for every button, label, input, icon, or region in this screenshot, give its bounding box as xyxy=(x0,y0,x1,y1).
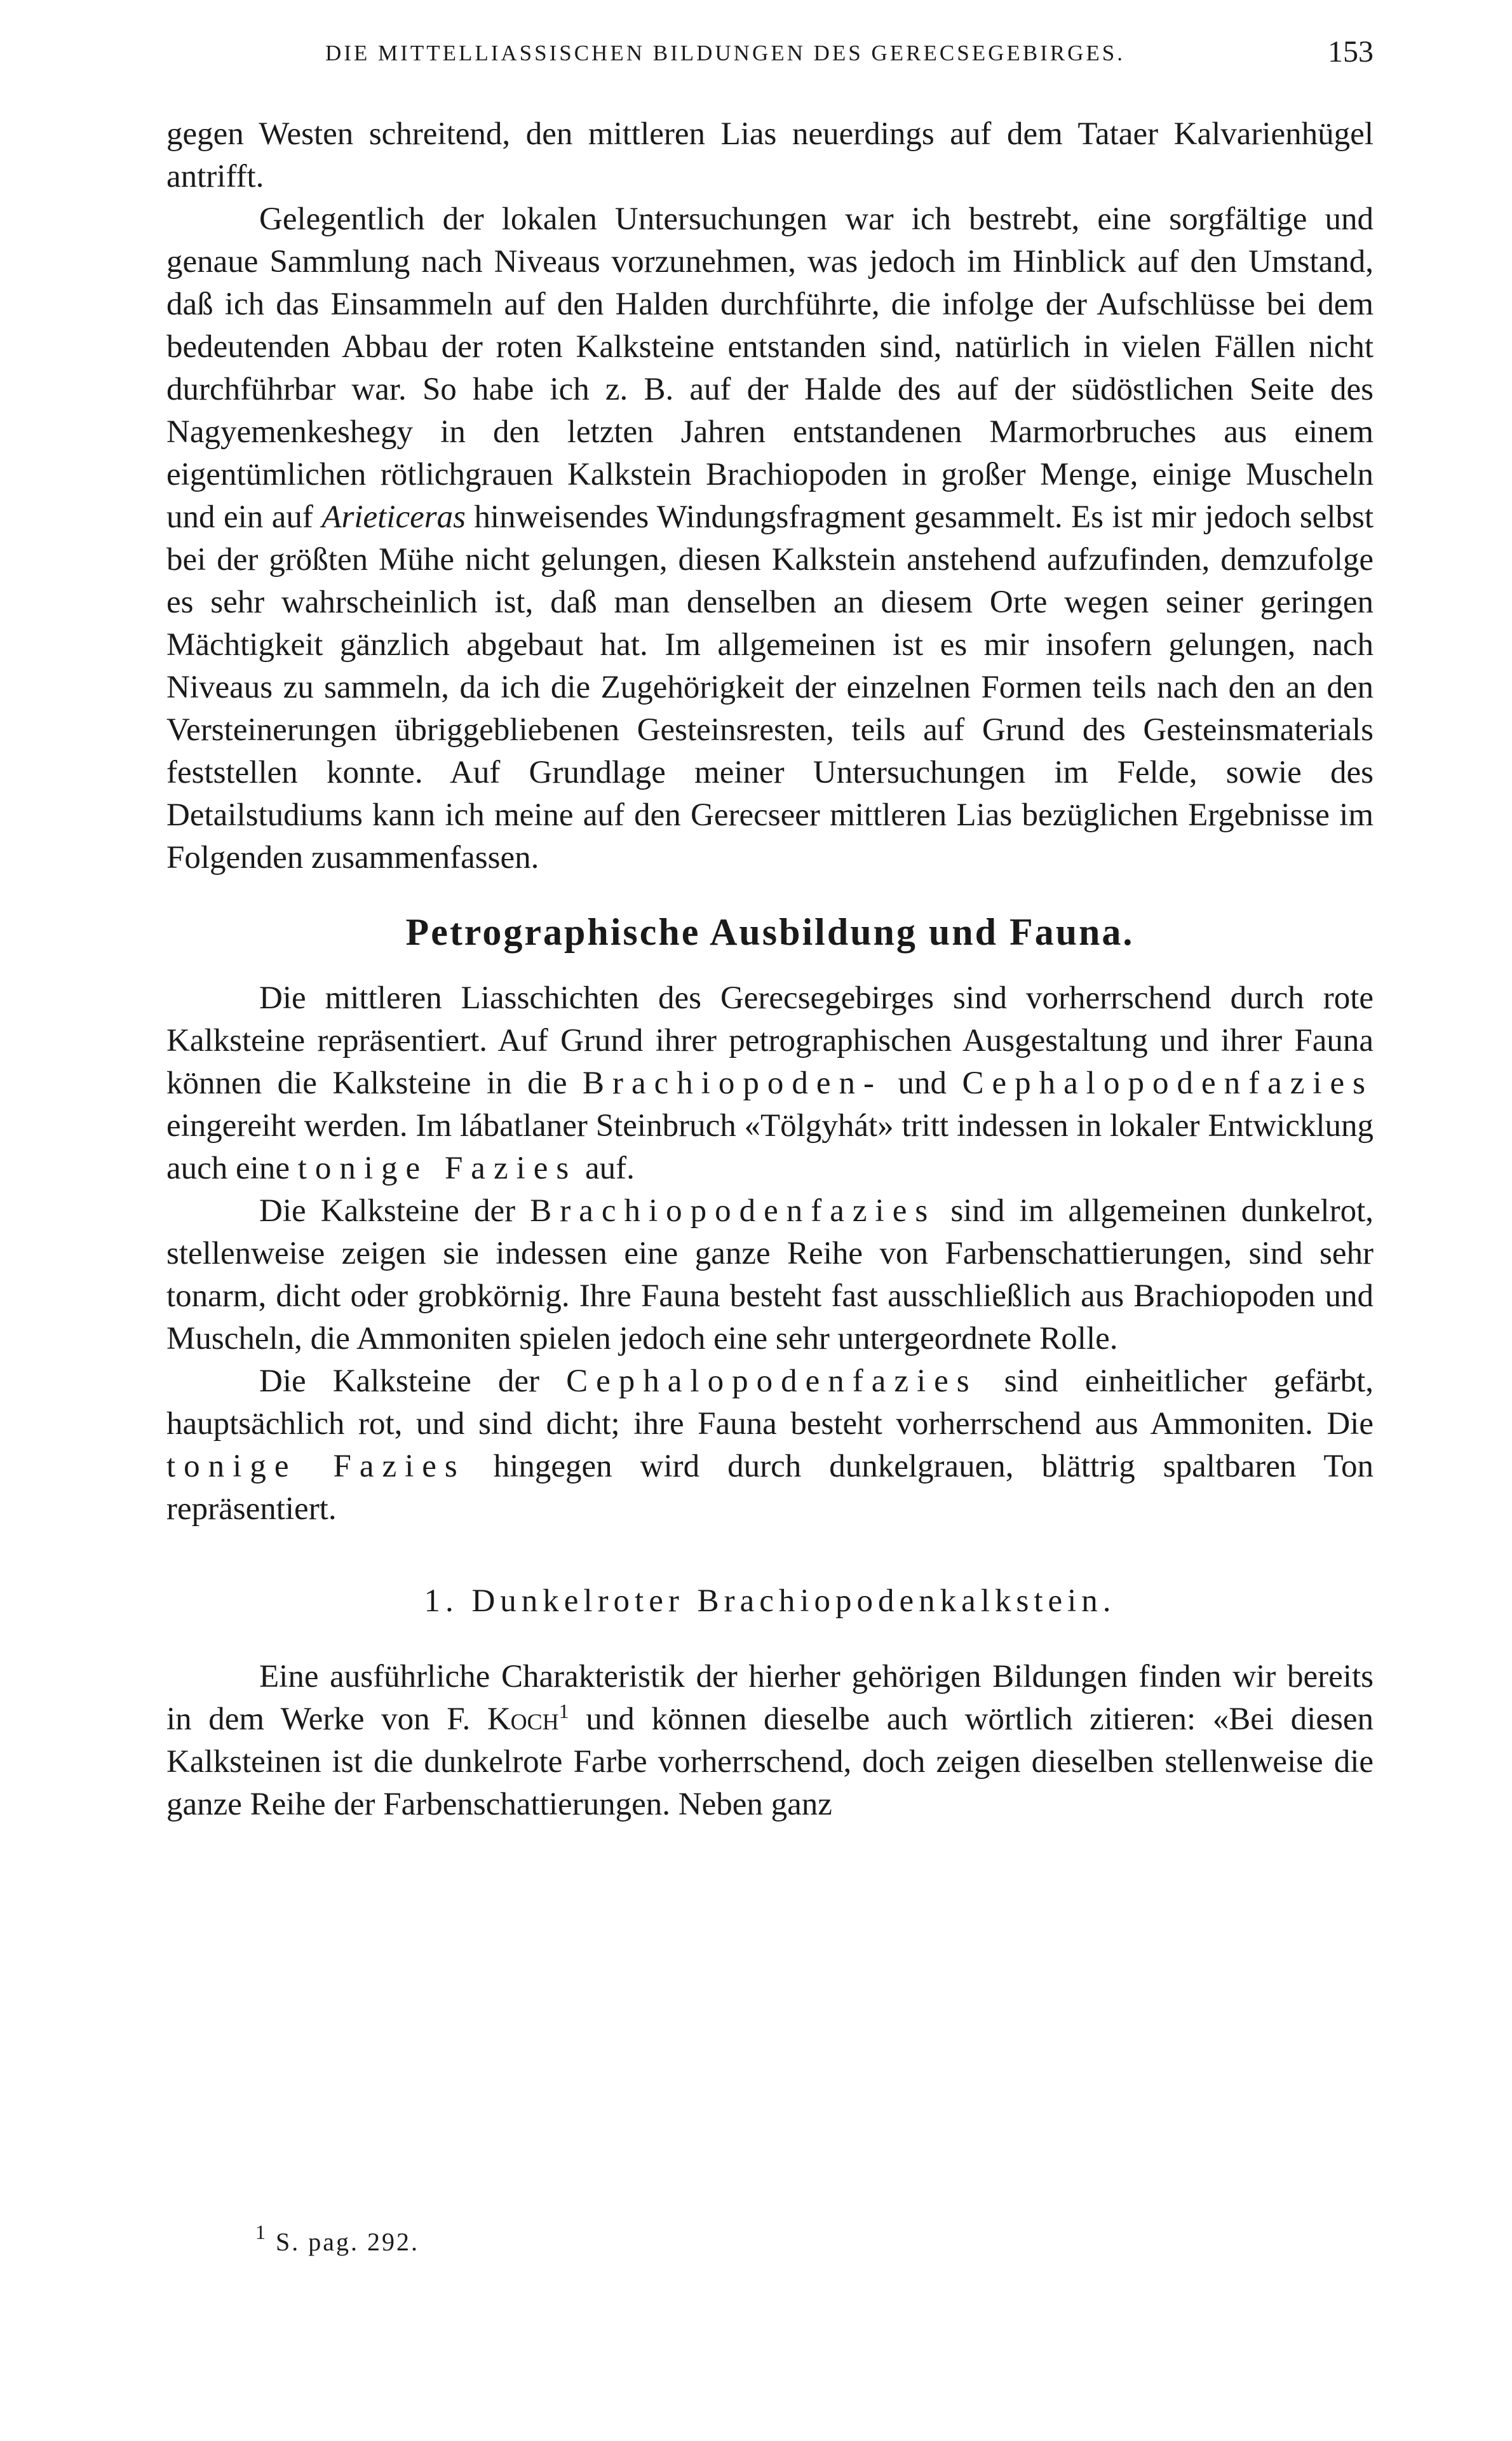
page-header xyxy=(166,33,1374,71)
spaced-term: Cephalopodenfazies xyxy=(962,1065,1374,1101)
footnote-text: S. pag. 292. xyxy=(267,2228,419,2256)
paragraph-continuation: gegen Westen schreitend, den mittleren Lias neuerdings auf dem Tataer Kalvarienhügel antrifft. xyxy=(166,116,1374,194)
spaced-term: Brachiopodenfazies xyxy=(530,1193,936,1229)
footnote-reference[interactable]: 1 xyxy=(558,1700,569,1722)
paragraph-cephalopod-facies: Die Kalksteine der Cephalopodenfazies sind einheitlicher gefärbt, hauptsächlich rot, und sind dicht; ihre Fauna besteht vorherrschend aus Ammoniten. Die tonige Fazies hingegen wird durch dunkelgrauen, blättrig spaltbaren Ton repräsentiert. xyxy=(166,1363,1374,1527)
paragraph-collection-method: Gelegentlich der lokalen Untersuchungen war ich bestrebt, eine sorgfältige und genaue Sammlung nach Niveaus vorzunehmen, was jedoch im Hinblick auf den Umstand, daß ich das Einsammeln auf den Halden durchführte, die infolge der Aufschlüsse bei dem bedeutenden Abbau der roten Kalksteine entstanden sind, natürlich in vielen Fällen nicht durchführbar war. So habe ich z. B. auf der Halde des auf der südöstlichen Seite des Nagyemenkeshegy in den letzten Jahren entstandenen Marmorbruches aus einem eigentümlichen rötlichgrauen Kalkstein Brachiopoden in großer Menge, einige Muscheln und ein auf Arieticeras hinweisendes Windungsfragment gesammelt. Es ist mir jedoch selbst bei der größten Mühe nicht gelungen, diesen Kalkstein anstehend aufzufinden, demzufolge es sehr wahrscheinlich ist, daß man denselben an diesem Orte wegen seiner geringen Mächtigkeit gänzlich abgebaut hat. Im allgemeinen ist es mir insofern gelungen, nach Niveaus zu sammeln, da ich die Zugehörigkeit der einzelnen Formen teils nach den an den Versteinerungen übriggebliebenen Gesteinsresten, teils auf Grund des Gesteinsmaterials feststellen konnte. Auf Grundlage meiner Untersuchungen im Felde, sowie des Detailstudiums kann ich meine auf den Gerecseer mittleren Lias bezüglichen Ergebnisse im Folgenden zusammenfassen. xyxy=(166,201,1374,876)
page-number: 153 xyxy=(1328,35,1374,69)
author-name: Koch xyxy=(487,1701,559,1737)
paragraph-brachiopod-facies: Die Kalksteine der Brachiopodenfazies sind im allgemeinen dunkelrot, stellenweise zeigen sie indessen eine ganze Reihe von Farbenschattierungen, sind sehr tonarm, dicht oder grobkörnig. Ihre Fauna besteht fast ausschließlich aus Brachiopoden und Muscheln, die Ammoniten spielen jedoch eine sehr untergeordnete Rolle. xyxy=(166,1193,1374,1356)
spaced-term: tonige Fazies xyxy=(297,1151,577,1186)
spaced-term: tonige Fazies xyxy=(166,1449,466,1484)
spaced-term: Cephalopodenfazies xyxy=(566,1363,978,1399)
footnote-mark: 1 xyxy=(255,2221,267,2243)
subsection-heading: 1. Dunkelroter Brachiopodenkalkstein. xyxy=(424,1583,1116,1619)
footnote xyxy=(255,2221,419,2257)
genus-name: Arieticeras xyxy=(321,499,466,535)
running-title: DIE MITTELLIASSISCHEN BILDUNGEN DES GERECSEGEBIRGES. xyxy=(325,41,1125,65)
spaced-term: Brachiopoden- xyxy=(582,1065,883,1101)
section-heading: Petrographische Ausbildung und Fauna. xyxy=(405,911,1135,953)
paragraph-facies-overview: Die mittleren Liasschichten des Gerecsegebirges sind vorherrschend durch rote Kalksteine repräsentiert. Auf Grund ihrer petrographischen Ausgestaltung und ihrer Fauna können die Kalksteine in die Brachiopoden- und Cephalopodenfazies eingereiht werden. Im lábatlaner Steinbruch «Tölgyhát» tritt indessen in lokaler Entwicklung auch eine tonige Fazies auf. xyxy=(166,980,1374,1186)
paragraph-koch-citation: Eine ausführliche Charakteristik der hierher gehörigen Bildungen finden wir bereits in dem Werke von F. Koch$^1$ und können dieselbe auch wörtlich zitieren: «Bei diesen Kalksteinen ist die dunkelrote Farbe vorherrschend, doch zeigen dieselben stellenweise die ganze Reihe der Farbenschattierungen. Neben ganz xyxy=(166,1659,1374,1822)
body-text xyxy=(166,113,1374,1826)
